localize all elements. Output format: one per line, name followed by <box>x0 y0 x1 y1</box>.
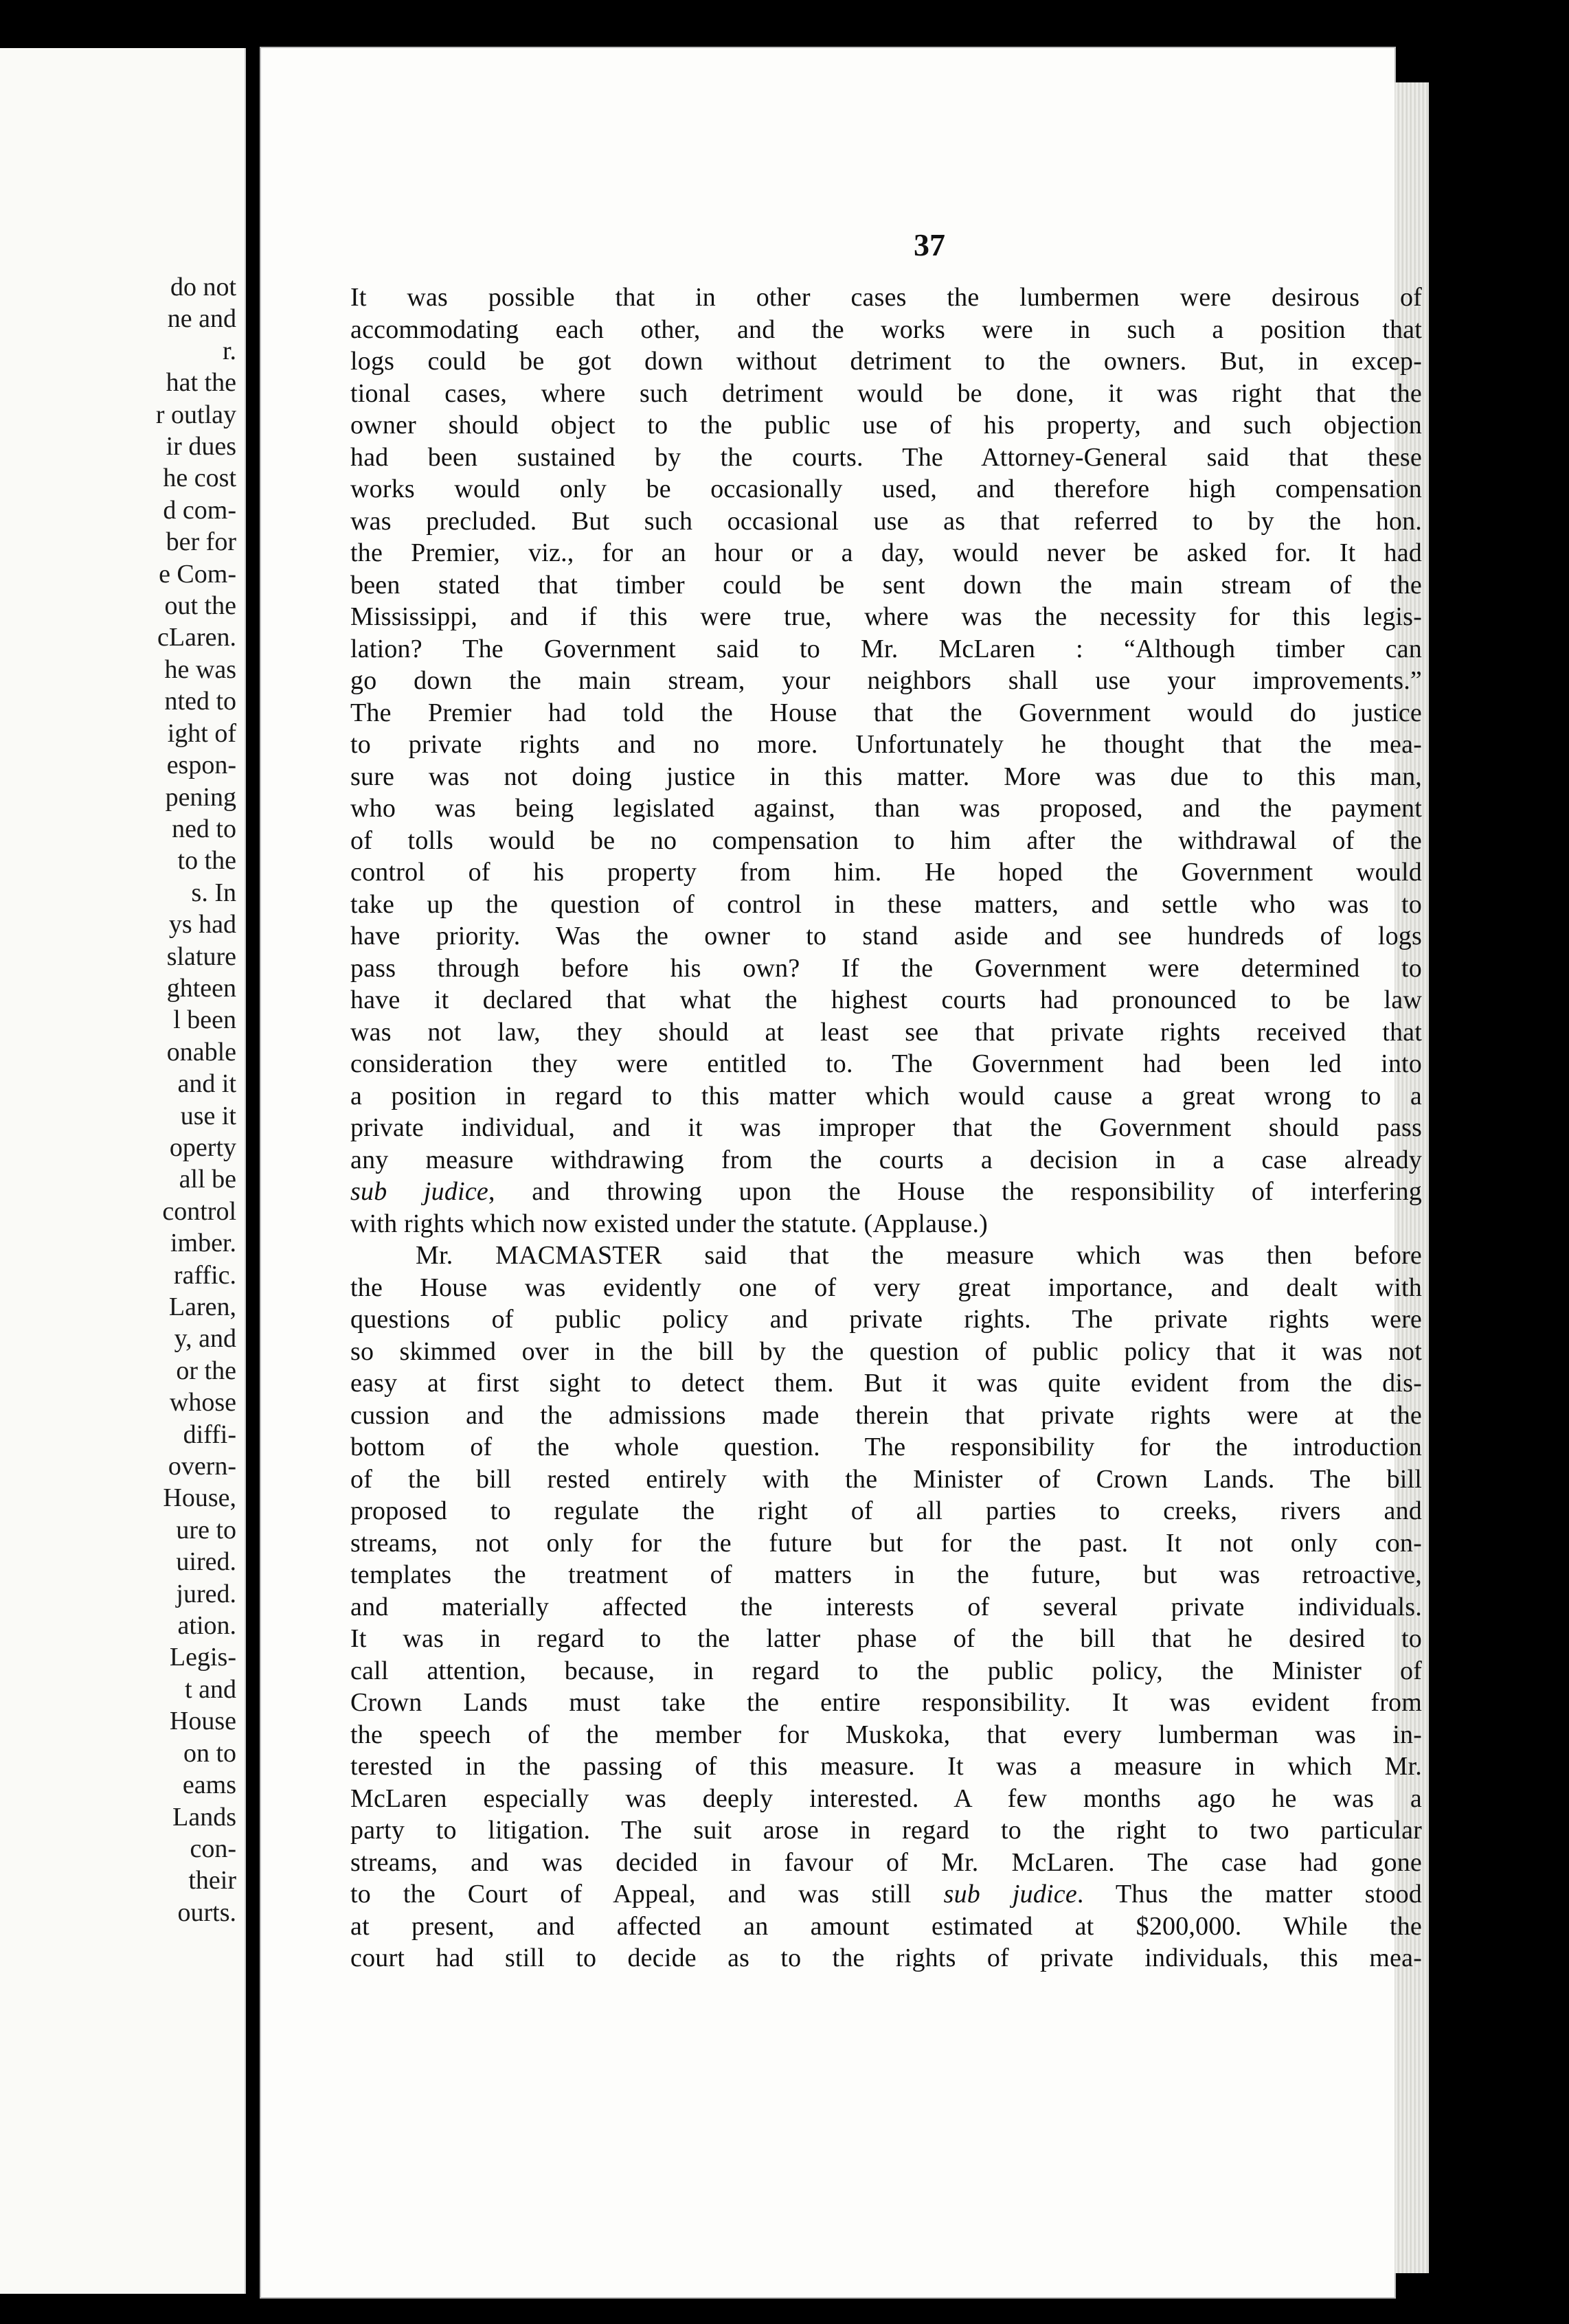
left-page-line: Laren, <box>168 1292 236 1321</box>
left-page-line: on to <box>183 1738 236 1768</box>
left-page-line: ghteen <box>166 973 236 1003</box>
text-line: owner should object to the public use of his property, and such objection <box>350 411 1422 440</box>
left-page-line: Legis- <box>169 1643 236 1672</box>
text-line: templates the treatment of matters in the future, but was retroactive, <box>350 1560 1422 1589</box>
left-page-line: r. <box>222 336 236 365</box>
text-line: at present, and affected an amount estimated at $200,000. While the <box>350 1911 1422 1941</box>
left-page-line: ir dues <box>166 432 236 462</box>
text-line: the Premier, viz., for an hour or a day, would never be asked for. It had <box>350 538 1422 567</box>
text-line: sub judice, and throwing upon the House the responsibility of interfering <box>350 1177 1422 1206</box>
left-page-fragment <box>0 48 246 2294</box>
text-line: logs could be got down without detriment to the owners. But, in excep- <box>350 347 1422 376</box>
italic-phrase: sub judice <box>350 1177 488 1206</box>
left-page-line: eams <box>182 1770 236 1800</box>
left-page-line: diffi- <box>183 1420 236 1449</box>
text-line: consideration they were entitled to. The Government had been led into <box>350 1049 1422 1078</box>
text-line: streams, and was decided in favour of Mr. McLaren. The case had gone <box>350 1847 1422 1877</box>
text-line: accommodating each other, and the works were in such a position that <box>350 315 1422 344</box>
left-page-line: ber for <box>166 527 236 557</box>
text-line: easy at first sight to detect them. But it was quite evident from the dis- <box>350 1369 1422 1398</box>
left-page-text <box>3 271 236 1928</box>
left-page-line: operty <box>169 1132 236 1162</box>
text-line: so skimmed over in the bill by the question of public policy that it was not <box>350 1336 1422 1366</box>
page-number: 37 <box>914 227 945 262</box>
left-page-line: jured. <box>176 1579 236 1608</box>
text-line: of the bill rested entirely with the Minister of Crown Lands. The bill <box>350 1464 1422 1494</box>
left-page-line: use it <box>180 1101 236 1130</box>
left-page-line: ight of <box>167 718 236 748</box>
left-page-line: whose <box>169 1388 236 1417</box>
left-page-line: ourts. <box>177 1898 236 1927</box>
text-line: Crown Lands must take the entire responsibility. It was evident from <box>350 1688 1422 1717</box>
left-page-line: s. In <box>191 878 236 907</box>
text-line: Mississippi, and if this were true, where was the necessity for this legis- <box>350 602 1422 631</box>
text-line: control of his property from him. He hoped the Government would <box>350 858 1422 887</box>
text-line: Mr. MACMASTER said that the measure which was then before <box>416 1241 1422 1270</box>
left-page-line: slature <box>166 942 236 971</box>
text-line: lation? The Government said to Mr. McLaren : “Although timber can <box>350 634 1422 663</box>
left-page-line: pening <box>165 782 236 812</box>
text-line: take up the question of control in these matters, and settle who was to <box>350 889 1422 919</box>
text-line: have it declared that what the highest courts had pronounced to be law <box>350 986 1422 1014</box>
left-page-line: do not <box>170 273 236 301</box>
left-page-line: nted to <box>164 687 236 716</box>
left-page-line: imber. <box>170 1229 236 1258</box>
left-page-line: raffic. <box>173 1260 236 1290</box>
italic-phrase: sub judice <box>943 1880 1077 1909</box>
text-line: The Premier had told the House that the Government would do justice <box>350 698 1422 727</box>
text-line: tional cases, where such detriment would be done, it was right that the <box>350 378 1422 408</box>
left-page-line: House, <box>163 1483 236 1513</box>
text-line: with rights which now existed under the statute. (Applause.) <box>350 1209 989 1238</box>
text-line: a position in regard to this matter which would cause a great wrong to a <box>350 1081 1422 1110</box>
left-page-line: out the <box>164 591 236 621</box>
text-line: who was being legislated against, than was proposed, and the payment <box>350 794 1422 823</box>
left-page-line: ys had <box>168 910 236 939</box>
text-line: works would only be occasionally used, and therefore high compensation <box>350 475 1422 503</box>
left-page-line: uired. <box>176 1547 236 1577</box>
text-line: the speech of the member for Muskoka, that every lumberman was in- <box>350 1720 1422 1749</box>
text-line: court had still to decide as to the rights of private individuals, this mea- <box>350 1944 1422 1972</box>
left-page-line: r outlay <box>155 400 236 429</box>
text-line: McLaren especially was deeply interested. A few months ago he was a <box>350 1784 1422 1813</box>
text-line: go down the main stream, your neighbors shall use your improvements.” <box>350 666 1422 695</box>
text-line: to the Court of Appeal, and was still sub judice. Thus the matter stood <box>350 1880 1422 1909</box>
left-page-line: d com- <box>163 495 236 525</box>
left-page-line: e Com- <box>159 559 236 589</box>
text-line: party to litigation. The suit arose in regard to the right to two particular <box>350 1816 1422 1845</box>
text-line: It was in regard to the latter phase of the bill that he desired to <box>350 1624 1422 1653</box>
left-page-line: their <box>188 1866 236 1895</box>
left-page-line: and it <box>177 1069 236 1099</box>
text-line: streams, not only for the future but for the past. It not only con- <box>350 1528 1422 1558</box>
text-line: was precluded. But such occasional use as that referred to by the hon. <box>350 506 1422 536</box>
left-page-line: he was <box>164 654 236 684</box>
text-line: any measure withdrawing from the courts a decision in a case already <box>350 1145 1422 1174</box>
text-line: bottom of the whole question. The responsibility for the introduction <box>350 1433 1422 1461</box>
left-page-line: or the <box>176 1356 236 1385</box>
left-page-line: all be <box>179 1165 236 1194</box>
text-line: pass through before his own? If the Government were determined to <box>350 953 1422 983</box>
text-line: It was possible that in other cases the lumbermen were desirous of <box>350 283 1422 312</box>
text-line: sure was not doing justice in this matter. More was due to this man, <box>350 762 1422 791</box>
left-page-line: t and <box>185 1674 236 1704</box>
text-line: and materially affected the interests of several private individuals. <box>350 1592 1422 1621</box>
text-line: the House was evidently one of very great importance, and dealt with <box>350 1273 1422 1302</box>
left-page-line: l been <box>173 1005 236 1035</box>
left-page-line: he cost <box>163 464 236 493</box>
left-page-line: cLaren. <box>157 623 236 652</box>
left-page-line: ned to <box>172 814 236 843</box>
left-page-line: ne and <box>167 304 236 334</box>
left-page-line: hat the <box>166 368 236 398</box>
text-line: private individual, and it was improper that the Government should pass <box>350 1113 1422 1142</box>
text-line: proposed to regulate the right of all parties to creeks, rivers and <box>350 1496 1422 1525</box>
left-page-line: onable <box>166 1037 236 1067</box>
text-line: was not law, they should at least see that private rights received that <box>350 1017 1422 1047</box>
text-line: call attention, because, in regard to the public policy, the Minister of <box>350 1656 1422 1685</box>
left-page-line: ation. <box>177 1611 236 1641</box>
text-line: of tolls would be no compensation to him after the withdrawal of the <box>350 825 1422 855</box>
left-page-line: y, and <box>174 1324 236 1354</box>
text-line: had been sustained by the courts. The Attorney-General said that these <box>350 442 1422 472</box>
text-line: cussion and the admissions made therein that private rights were at the <box>350 1400 1422 1430</box>
text-line: to private rights and no more. Unfortunately he thought that the mea- <box>350 730 1422 759</box>
left-page-line: control <box>162 1196 236 1226</box>
left-page-line: overn- <box>168 1452 236 1481</box>
left-page-line: House <box>169 1707 236 1736</box>
left-page-line: to the <box>177 846 236 876</box>
left-page-line: con- <box>190 1834 236 1863</box>
text-line: terested in the passing of this measure. It was a measure in which Mr. <box>350 1752 1422 1781</box>
text-line: questions of public policy and private rights. The private rights were <box>350 1305 1422 1334</box>
left-page-line: espon- <box>166 751 236 780</box>
left-page-line: Lands <box>172 1802 236 1832</box>
text-line: have priority. Was the owner to stand aside and see hundreds of logs <box>350 922 1422 950</box>
left-page-line: ure to <box>176 1515 236 1545</box>
body-text <box>350 282 1422 1974</box>
text-line: been stated that timber could be sent down the main stream of the <box>350 570 1422 600</box>
